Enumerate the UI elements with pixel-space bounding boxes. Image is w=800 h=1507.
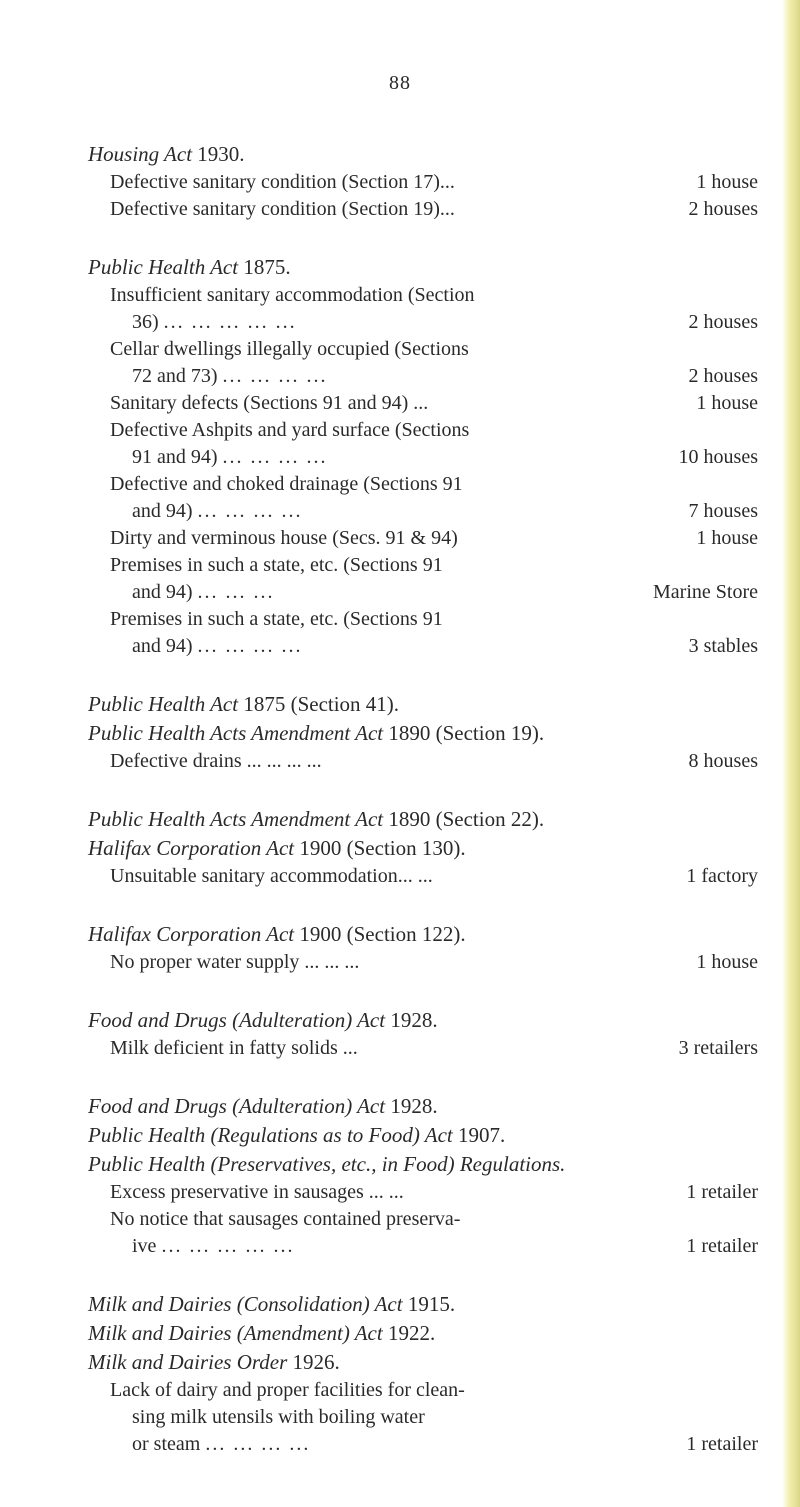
act-year: 1928.	[390, 1094, 438, 1118]
premises-count: 2 houses	[688, 198, 758, 220]
offence-row	[88, 1377, 758, 1458]
offence-line-continued	[110, 444, 628, 471]
report-section	[88, 920, 758, 976]
act-title	[88, 140, 758, 169]
offence-description	[110, 1377, 758, 1458]
premises-count: 10 houses	[678, 446, 758, 468]
leader-dots: ... ... ... ... ...	[161, 1235, 295, 1257]
act-name: Halifax Corporation Act	[88, 836, 295, 860]
act-name: Food and Drugs (Adulteration) Act	[88, 1094, 386, 1118]
act-year: 1875 (Section 41).	[243, 692, 400, 716]
offence-row	[88, 863, 758, 890]
act-title	[88, 1006, 758, 1035]
offence-description: Dirty and verminous house (Secs. 91 & 94)	[110, 527, 458, 549]
act-name: Public Health (Regulations as to Food) Act	[88, 1123, 453, 1147]
offence-line-continued	[110, 579, 628, 606]
offence-line-end: 36)	[132, 311, 159, 333]
report-section	[88, 140, 758, 223]
act-title	[88, 719, 758, 748]
offence-description	[110, 282, 758, 336]
act-name: Milk and Dairies (Amendment) Act	[88, 1321, 383, 1345]
leader-dots: ... ... ... ...	[222, 365, 328, 387]
act-name: Public Health Act	[88, 255, 239, 279]
report-section	[88, 253, 758, 660]
offence-line: Insufficient sanitary accommodation (Section	[110, 284, 475, 306]
act-name: Food and Drugs (Adulteration) Act	[88, 1008, 386, 1032]
offence-line-end: and 94)	[132, 581, 193, 603]
premises-count: Marine Store	[653, 581, 758, 603]
premises-count: 1 retailer	[686, 1181, 758, 1203]
page-edge-shading	[782, 0, 800, 1507]
act-year: 1928.	[390, 1008, 438, 1032]
offence-description: Defective sanitary condition (Section 17)...	[110, 171, 455, 193]
offence-description	[110, 417, 758, 471]
leader-dots: ... ... ... ...	[197, 500, 303, 522]
offence-line: Defective Ashpits and yard surface (Sections	[110, 419, 470, 441]
act-title	[88, 805, 758, 834]
act-name: Milk and Dairies (Consolidation) Act	[88, 1292, 403, 1316]
offence-line-continued	[110, 363, 628, 390]
page-number: 88	[389, 72, 411, 94]
act-name: Housing Act	[88, 142, 193, 166]
offence-description: Excess preservative in sausages ... ...	[110, 1181, 404, 1203]
act-name: Public Health Acts Amendment Act	[88, 721, 384, 745]
report-section	[88, 1290, 758, 1458]
act-year: 1900 (Section 130).	[299, 836, 466, 860]
offence-row	[88, 196, 758, 223]
offence-description: Milk deficient in fatty solids ...	[110, 1037, 358, 1059]
act-year: 1890 (Section 19).	[388, 721, 545, 745]
premises-count: 1 house	[696, 951, 758, 973]
offence-line-end: and 94)	[132, 500, 193, 522]
premises-count: 7 houses	[688, 500, 758, 522]
offence-line-end: 91 and 94)	[132, 446, 218, 468]
act-name: Milk and Dairies Order	[88, 1350, 288, 1374]
leader-dots: ... ... ... ... ...	[163, 311, 297, 333]
act-title	[88, 1121, 758, 1150]
act-year: 1926.	[292, 1350, 340, 1374]
offence-line-continued: sing milk utensils with boiling water	[132, 1406, 425, 1428]
offence-row	[88, 525, 758, 552]
offence-description: Defective drains ... ... ... ...	[110, 750, 322, 772]
offence-line: Premises in such a state, etc. (Sections 91	[110, 608, 443, 630]
offence-row	[88, 748, 758, 775]
act-title	[88, 1319, 758, 1348]
report-section	[88, 1006, 758, 1062]
offence-line-continued	[110, 309, 628, 336]
act-year: 1875.	[243, 255, 291, 279]
act-year: 1890 (Section 22).	[388, 807, 545, 831]
act-name: Public Health (Preservatives, etc., in Food) Regulations.	[88, 1152, 566, 1176]
offence-row	[88, 1035, 758, 1062]
offence-row	[88, 417, 758, 471]
leader-dots: ... ... ... ...	[222, 446, 328, 468]
act-year: 1915.	[407, 1292, 456, 1316]
offence-line-continued	[110, 498, 628, 525]
offence-description: Defective sanitary condition (Section 19)...	[110, 198, 455, 220]
offence-description: Unsuitable sanitary accommodation... ...	[110, 865, 433, 887]
act-year: 1930.	[197, 142, 245, 166]
offence-line-end: 72 and 73)	[132, 365, 218, 387]
premises-count: 3 stables	[688, 635, 758, 657]
offence-row	[88, 552, 758, 606]
offence-line-continued	[110, 633, 628, 660]
offence-row	[88, 282, 758, 336]
act-name: Public Health Act	[88, 692, 239, 716]
act-title	[88, 253, 758, 282]
act-year: 1922.	[387, 1321, 436, 1345]
premises-count: 1 retailer	[686, 1235, 758, 1257]
report-body	[88, 140, 758, 1488]
act-title	[88, 1290, 758, 1319]
offence-row	[88, 390, 758, 417]
offence-row	[88, 606, 758, 660]
act-year: 1907.	[457, 1123, 506, 1147]
premises-count: 8 houses	[688, 750, 758, 772]
offence-row	[88, 1206, 758, 1260]
premises-count: 1 house	[696, 527, 758, 549]
report-section	[88, 805, 758, 890]
leader-dots: ... ... ... ...	[205, 1433, 311, 1455]
offence-row	[88, 1179, 758, 1206]
offence-row	[88, 949, 758, 976]
report-section	[88, 1092, 758, 1260]
offence-description	[110, 471, 758, 525]
act-title	[88, 1150, 758, 1179]
offence-line-end: ive	[132, 1235, 157, 1257]
leader-dots: ... ... ... ...	[197, 635, 303, 657]
offence-row	[88, 471, 758, 525]
offence-line: Cellar dwellings illegally occupied (Sections	[110, 338, 469, 360]
offence-row	[88, 169, 758, 196]
premises-count: 1 factory	[686, 865, 758, 887]
report-section	[88, 690, 758, 775]
offence-line-end: and 94)	[132, 635, 193, 657]
act-name: Public Health Acts Amendment Act	[88, 807, 384, 831]
offence-line-end: or steam	[132, 1433, 201, 1455]
offence-line-continued	[110, 1233, 628, 1260]
act-title	[88, 834, 758, 863]
premises-count: 1 retailer	[686, 1433, 758, 1455]
premises-count: 2 houses	[688, 311, 758, 333]
act-title	[88, 1092, 758, 1121]
offence-description	[110, 606, 758, 660]
premises-count: 2 houses	[688, 365, 758, 387]
offence-row	[88, 336, 758, 390]
offence-line-continued	[110, 1431, 628, 1458]
act-title	[88, 690, 758, 719]
offence-description: No proper water supply ... ... ...	[110, 951, 360, 973]
act-title	[88, 1348, 758, 1377]
offence-description	[110, 1206, 758, 1260]
offence-line: No notice that sausages contained preserva-	[110, 1208, 461, 1230]
act-year: 1900 (Section 122).	[299, 922, 466, 946]
act-name: Halifax Corporation Act	[88, 922, 295, 946]
premises-count: 1 house	[696, 171, 758, 193]
act-title	[88, 920, 758, 949]
offence-line: Lack of dairy and proper facilities for clean-	[110, 1379, 465, 1401]
leader-dots: ... ... ...	[197, 581, 275, 603]
offence-line: Premises in such a state, etc. (Sections 91	[110, 554, 443, 576]
premises-count: 3 retailers	[678, 1037, 758, 1059]
offence-description	[110, 336, 758, 390]
premises-count: 1 house	[696, 392, 758, 414]
offence-description: Sanitary defects (Sections 91 and 94) ...	[110, 392, 429, 414]
offence-line: Defective and choked drainage (Sections 91	[110, 473, 463, 495]
